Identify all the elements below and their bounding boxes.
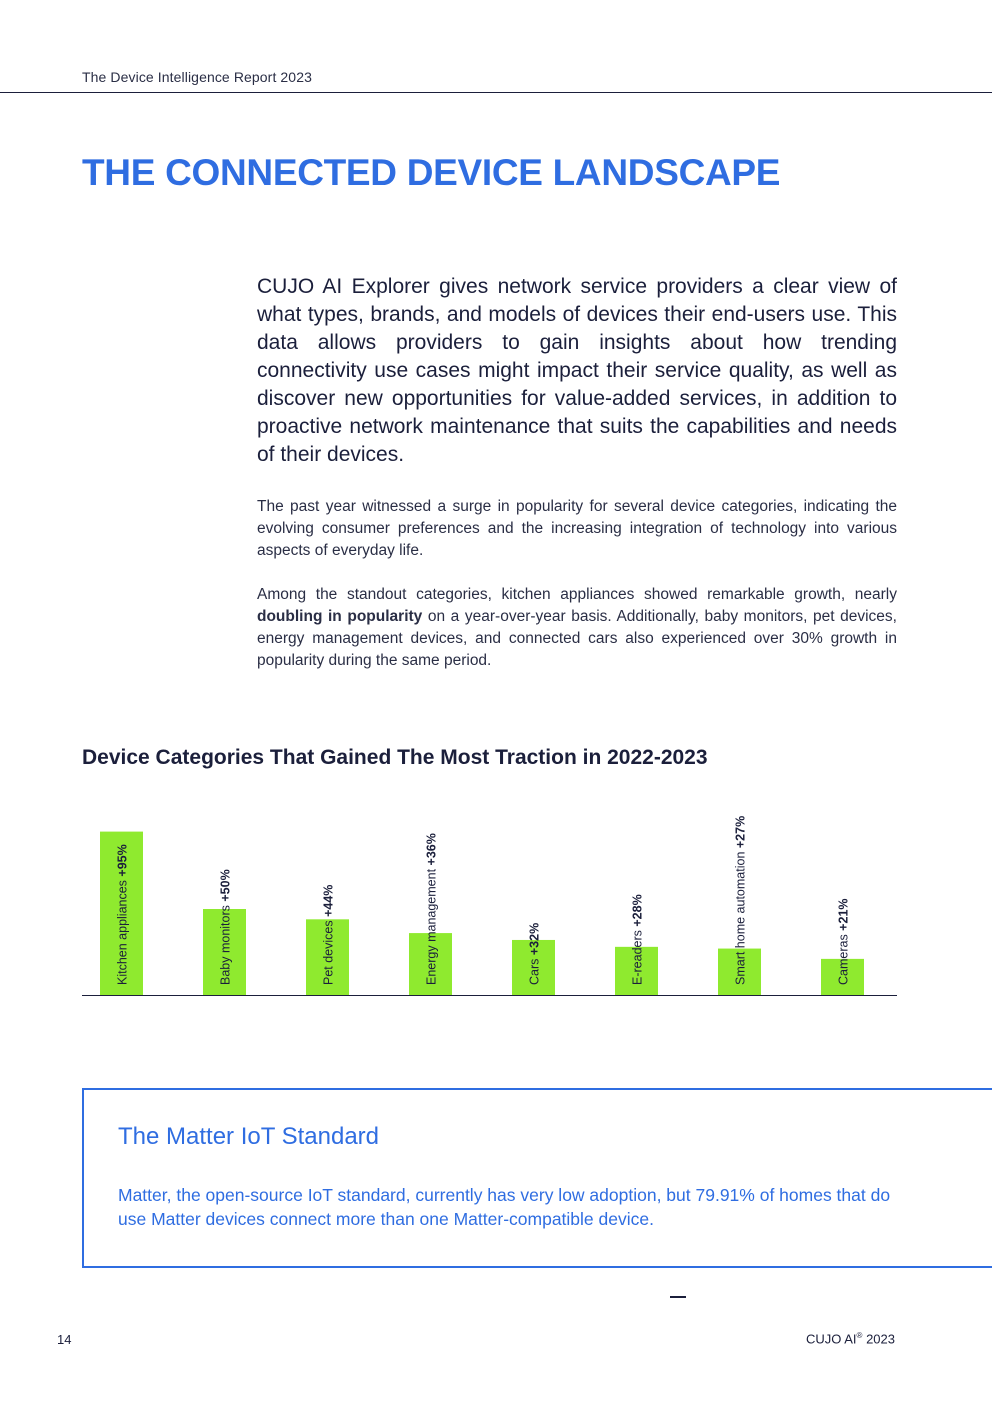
matter-callout-text: Matter, the open-source IoT standard, currently has very low adoption, but 79.91% of homes that do use Matter devices connect more than one Matter-compatible device. [118,1185,891,1229]
intro-paragraph-2-end: on a year-over-year basis. Additionally, baby monitors, pet devices, energy management devices, and connected cars also experienced over 30% growth in popularity during the same period. [257,608,897,669]
bar-label [116,844,130,985]
chart-title: Device Categories That Gained The Most Traction in 2022-2023 [82,746,708,769]
value-label: +36% [424,833,439,866]
bar-label [219,869,233,985]
category-label: Cameras [836,930,851,985]
value-label: +21% [836,898,851,931]
value-label: +28% [630,894,645,927]
value-label: +95% [115,844,130,877]
page-title: THE CONNECTED DEVICE LANDSCAPE [82,152,781,193]
category-label: Energy management [424,865,439,985]
category-label: E-readers [630,926,645,985]
intro-paragraph-2-start: Among the standout categories, kitchen appliances showed remarkable growth, nearly [257,586,897,603]
bar-label [734,816,748,985]
intro-paragraph-2 [257,584,897,672]
value-label: +50% [218,869,233,902]
intro-lead-paragraph: CUJO AI Explorer gives network service providers a clear view of what types, brands, and models of devices their end-users use. This data allows providers to gain insights about how trending connectivity use cases might impact their service quality, as well as discover new opportunities for value-added services, in addition to proactive network maintenance that suits the capabilities and needs of their devices. [257,275,897,466]
header-divider [0,92,992,93]
bar-label [837,898,851,985]
matter-callout-box [82,1088,992,1268]
category-label: Cars [527,955,542,985]
value-label: +32% [527,922,542,956]
category-label: Kitchen appliances [115,876,130,985]
bar-label [631,894,645,985]
footer-brand-name: CUJO AI [805,1331,857,1347]
intro-paragraph-1: The past year witnessed a surge in popularity for several device categories, indicating the evolving consumer preferences and the increasing integration of technology into various aspects of everyday life. [257,498,897,559]
value-label: +44% [321,884,336,917]
footer-year: 2023 [866,1331,895,1347]
footer-brand [760,1331,895,1346]
bar-label [528,923,542,985]
decorative-dash [670,1296,686,1298]
page-number: 14 [57,1332,72,1347]
category-label: Pet devices [321,916,336,985]
value-label: +27% [733,815,748,849]
report-header-title: The Device Intelligence Report 2023 [82,69,312,85]
device-categories-bar-chart [82,800,902,1000]
category-label: Smart home automation [733,848,748,985]
bar-label [322,885,336,985]
matter-callout-title: The Matter IoT Standard [118,1123,380,1150]
bar-label [425,833,439,985]
intro-paragraph-2-emphasis: doubling in popularity [257,608,423,625]
category-label: Baby monitors [218,901,233,985]
registered-mark: ® [856,1331,863,1340]
